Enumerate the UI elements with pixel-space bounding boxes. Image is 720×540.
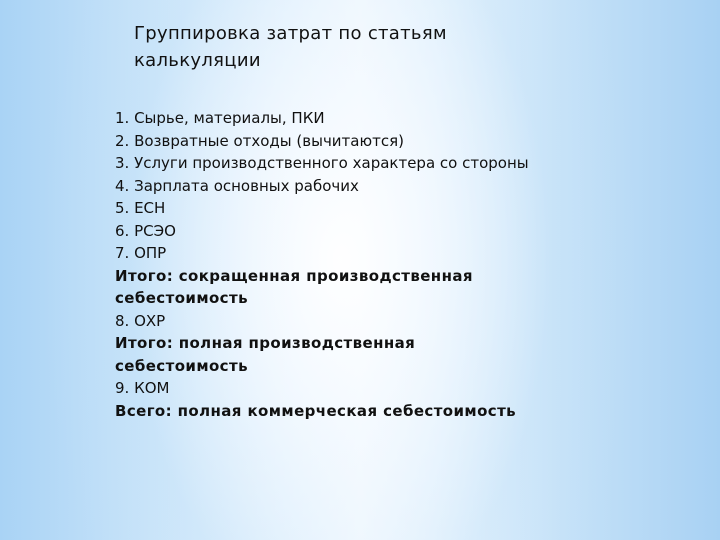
title-line: калькуляции — [134, 50, 261, 71]
list-item: 9. КОМ — [115, 379, 170, 397]
list-item: 3. Услуги производственного характера со стороны — [115, 154, 529, 172]
subtotal-line: себестоимость — [115, 289, 248, 307]
list-item: 7. ОПР — [115, 244, 167, 262]
title-line: Группировка затрат по статьям — [134, 23, 447, 44]
list-item: 1. Сырье, материалы, ПКИ — [115, 109, 325, 127]
cost-items-list — [115, 107, 675, 422]
subtotal-line: себестоимость — [115, 356, 248, 375]
total-line: Всего: полная коммерческая себестоимость — [115, 401, 517, 420]
list-item: 8. ОХР — [115, 311, 166, 330]
subtotal-line: Итого: сокращенная производственная — [115, 266, 473, 285]
slide-title — [134, 20, 554, 74]
subtotal-line: Итого: полная производственная — [115, 334, 416, 352]
list-item: 5. ЕСН — [115, 199, 166, 217]
list-item: 6. РСЭО — [115, 221, 176, 240]
list-item: 2. Возвратные отходы (вычитаются) — [115, 131, 404, 150]
list-item: 4. Зарплата основных рабочих — [115, 176, 359, 195]
